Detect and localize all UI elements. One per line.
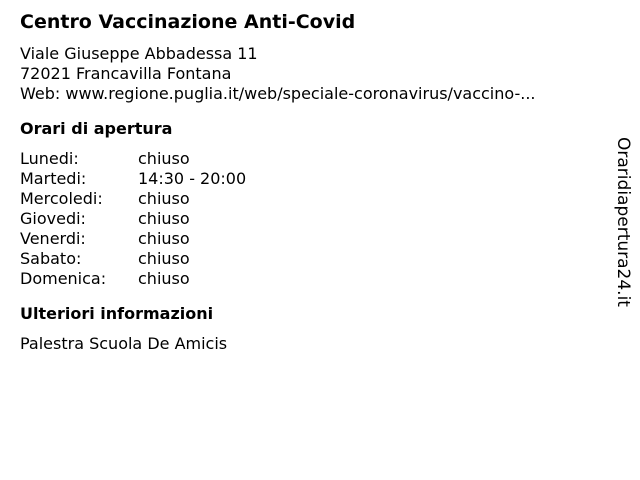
info-heading: Ulteriori informazioni [20, 304, 214, 323]
day-label: Domenica: [20, 269, 107, 288]
day-label: Sabato: [20, 249, 82, 268]
day-hours: chiuso [138, 209, 190, 228]
website-link[interactable]: Web: www.regione.puglia.it/web/speciale-coronavirus/vaccino-... [20, 84, 536, 103]
day-label: Mercoledi: [20, 189, 103, 208]
day-hours: chiuso [138, 149, 190, 168]
page-title: Centro Vaccinazione Anti-Covid [20, 11, 356, 33]
hours-heading: Orari di apertura [20, 119, 173, 138]
day-hours: 14:30 - 20:00 [138, 169, 247, 188]
hours-table [20, 149, 600, 289]
hours-row-monday [20, 149, 600, 169]
hours-row-saturday [20, 249, 600, 269]
location-card [20, 10, 600, 354]
day-hours: chiuso [138, 189, 190, 208]
hours-row-tuesday [20, 169, 600, 189]
day-hours: chiuso [138, 229, 190, 248]
address-city: 72021 Francavilla Fontana [20, 64, 232, 83]
hours-row-sunday [20, 269, 600, 289]
site-watermark: Oraridiapertura24.it [613, 137, 633, 307]
day-label: Lunedi: [20, 149, 79, 168]
day-hours: chiuso [138, 269, 190, 288]
day-label: Giovedi: [20, 209, 86, 228]
hours-row-thursday [20, 209, 600, 229]
hours-row-wednesday [20, 189, 600, 209]
day-label: Venerdi: [20, 229, 86, 248]
address-street: Viale Giuseppe Abbadessa 11 [20, 44, 258, 63]
day-label: Martedi: [20, 169, 87, 188]
info-text: Palestra Scuola De Amicis [20, 334, 228, 353]
hours-row-friday [20, 229, 600, 249]
day-hours: chiuso [138, 249, 190, 268]
